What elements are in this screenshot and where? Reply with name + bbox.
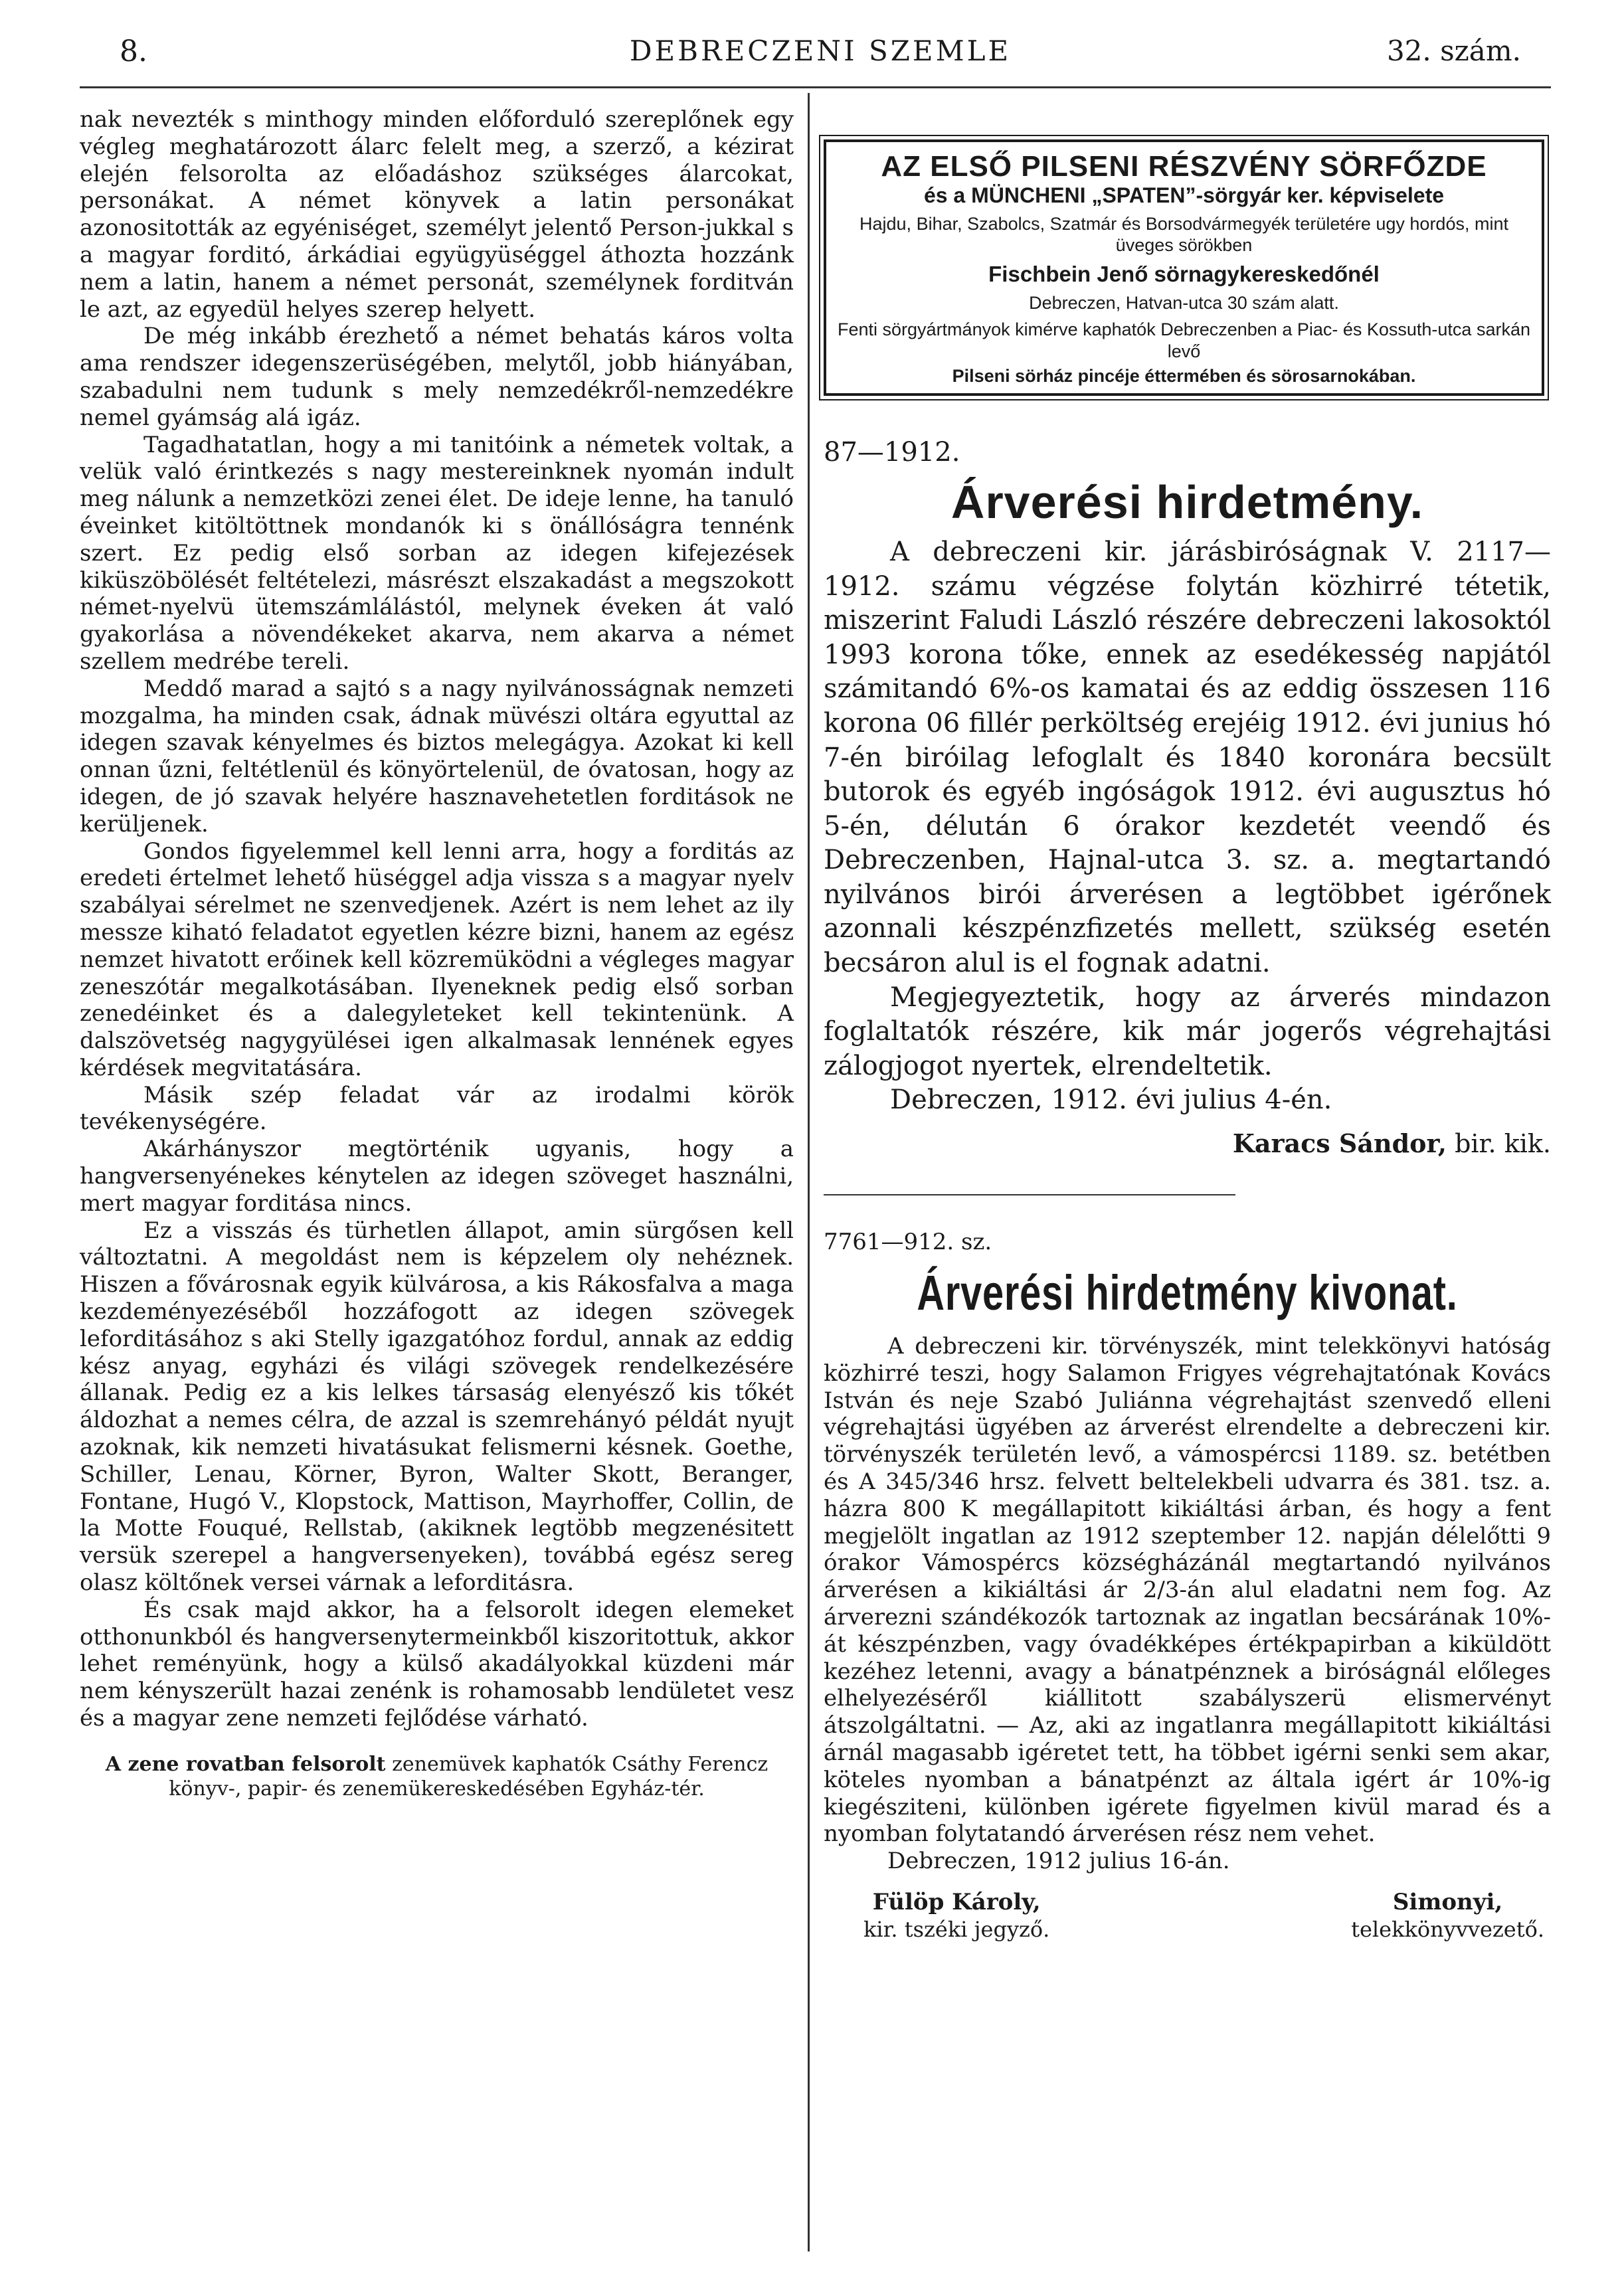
article-paragraph: Tagadhatatlan, hogy a mi tanitóink a németek voltak, a velük való érintkezés s nagy mestereinknek nyomán indult meg nálunk a nemzetközi zenei élet. De ideje lenne, ha tanuló éveinket kitöltöttnek mondanók ki s önállóságra tennénk szert. Ez pedig első sorban az idegen kifejezések kiküszöbölését feltételezi, másrészt elszakadást a megszokott német-nyelvü ütemszámlálástól, melynek éveken át való gyakorlása a növendékeket akarva, nem akarva a német szellem medrébe tereli.	[80, 431, 794, 675]
note-text: zenemüvek kaphatók Csáthy Ferencz könyv-, papir- és zenemükereskedésében Egyház-tér.	[169, 1752, 768, 1801]
beer-advertisement	[824, 139, 1544, 396]
ad-headline: AZ ELSŐ PILSENI RÉSZVÉNY SÖRFŐZDE	[881, 150, 1487, 183]
note-bold-lead: A zene rovatban felsorolt	[105, 1752, 386, 1776]
notice1-title: Árverési hirdetmény.	[950, 476, 1424, 528]
page-number: 8.	[120, 35, 147, 68]
ad-region-text: Hajdu, Bihar, Szabolcs, Szatmár és Borsodvármegyék területére ugy hordós, mint üveges sörökben	[859, 214, 1508, 256]
sig-left-name: Fülöp Károly,	[872, 1888, 1041, 1915]
notice2-date: Debreczen, 1912 julius 16-án.	[887, 1848, 1230, 1875]
article-paragraph: Akárhányszor megtörténik ugyanis, hogy a hangversenyénekes kénytelen az idegen szöveget használni, mert magyar forditása nincs.	[80, 1136, 794, 1217]
article-paragraph: Ez a visszás és türhetlen állapot, amin sürgősen kell változtatni. A megoldást nem is képzelem oly nehéznek. Hiszen a fővárosnak egyik külvárosa, a kis Rákosfalva a maga kezdeményezéséből hozzáfogott az idegen szövegek leforditásához s aki Stelly igazgatóhoz fordul, annak az eddig kész anyag, egyházi és világi szövegek rendelkezésére állanak. Pedig ez a kis lelkes társaság elenyésző kis tőkét áldozhat a nemes célra, de azzal is szemrehányó példát nyujt azoknak, kik nemzeti hivatásukat felismerni késnek. Goethe, Schiller, Lenau, Körner, Byron, Walter Skott, Beranger, Fontane, Hugó V., Klopstock, Mattison, Mayrhoffer, Collin, de la Motte Fouqué, Rellstab, (akiknek legtöbb megzenésitett versük szerepel a hangversenyeken), továbbá egész sereg olasz költőnek versei várnak a leforditásra.	[80, 1217, 794, 1597]
notice1-body	[824, 535, 1551, 1118]
notice2-signature-right	[1351, 1888, 1544, 1943]
article-paragraph: És csak majd akkor, ha a felsorolt idegen elemeket otthonunkból és hangversenytermeinkből kiszoritottuk, akkor lehet reményünk, hogy a külső akadályokkal küzdeni már nem kényszerült hazai zenénk is rohamosabb lendületet vesz és a magyar zene nemzeti fejlődése várható.	[80, 1596, 794, 1732]
notice1-paragraph: A debreczeni kir. járásbiróságnak V. 2117—1912. számu végzése folytán közhirré tétetik, miszerint Faludi László részére debreczeni lakosoktól 1993 korona tőke, ennek az esedékesség napjától számitandó 6%-os kamatai és az eddig összesen 116 korona 06 fillér perköltség erejéig 1912. évi junius hó 7-én biróilag lefoglalt és 1840 koronára becsült butorok és egyéb ingóságok 1912. évi augusztus hó 5-én, délután 6 órakor kezdetét veendő és Debreczenben, Hajnal-utca 3. sz. a. megtartandó nyilvános birói árverésen a legtöbbet igérőnek azonnali készpénzfizetés mellett, szükség esetén becsáron alul is el fognak adatni.	[824, 536, 1551, 979]
sig-right-role: telekkönyvvezető.	[1351, 1917, 1544, 1943]
notice2-number: 7761—912. sz.	[824, 1229, 992, 1256]
ad-subheadline: és a MÜNCHENI „SPATEN”-sörgyár ker. képviselete	[923, 183, 1445, 207]
notice2-title: Árverési hirdetmény kivonat.	[917, 1265, 1458, 1321]
page-header	[120, 35, 1521, 81]
article-paragraph: Másik szép feladat vár az irodalmi körök tevékenységére.	[80, 1081, 794, 1136]
sig-left-role: kir. tszéki jegyző.	[863, 1917, 1050, 1943]
notice2-paragraph: A debreczeni kir. törvényszék, mint telekkönyvi hatóság közhirré teszi, hogy Salamon Frigyes végrehajtatónak Kovács István és neje Szabó Juliánna végrehajtást szenvedő elleni végrehajtási ügyében az árverést elrendelte a debreczeni kir. törvényszék területén levő, a vámospércsi 1189. sz. betétben és A 345/346 hrsz. felvett beltelekbeli udvarra és 381. tsz. a. házra 800 K megállapitott kikiáltási árban, és hogy a fent megjelölt ingatlan az 1912 szeptember 12. napján délelőtti 9 órakor Vámospércs községházánál megtartandó nyilvános árverésen a kikiáltási ár 2/3-án alul eladatni nem fog. Az árverezni szándékozók tartoznak az ingatlan becsárának 10%-át készpénzben, vagy óvadékképes értékpapirban a kiküldött kezéhez letenni, avagy a bánatpénznek a biróságnál előleges elhelyezéséről kiállitott szabályszerü elismervényt átszolgáltatni. — Az, aki az ingatlanra megállapitott kikiáltási árnál magasabb igéretet tett, ha többet igérni senki sem akar, köteles nyomban a bánatpénzt az általa igért ár 10%-ig kiegésziteni, különben igérete figyelmen kivül marad és a nyomban folytatandó árverésen rész nem vehet.	[824, 1333, 1551, 1848]
notice1-signature	[824, 1128, 1551, 1158]
sig-right-name: Simonyi,	[1392, 1888, 1503, 1915]
notice2-signatures	[824, 1888, 1551, 1943]
ad-venue: Pilseni sörház pincéje éttermében és sörosarnokában.	[952, 365, 1416, 386]
ad-merchant-name: Fischbein Jenő sörnagykereskedőnél	[988, 261, 1380, 286]
article-paragraph: Meddő marad a sajtó s a nagy nyilvánosságnak nemzeti mozgalma, ha minden csak, ádnak müvészi oltára egyuttal az idegen szavak kényelmes és biztos melegágya. Azokat ki kell onnan űzni, feltétlenül és könyörtelenül, de óvatosan, hogy az idegen, de jó szavak helyére hasznavehetetlen forditások ne kerüljenek.	[80, 675, 794, 837]
notice1-date: Debreczen, 1912. évi julius 4-én.	[890, 1085, 1332, 1116]
notice2-signature-left	[863, 1888, 1049, 1943]
notice1-signer-name: Karacs Sándor,	[1232, 1128, 1447, 1159]
ad-address: Debreczen, Hatvan-utca 30 szám alatt.	[1029, 292, 1339, 313]
notice1-number: 87—1912.	[824, 436, 960, 468]
article-paragraph: Gondos figyelemmel kell lenni arra, hogy a forditás az eredeti értelmet lehető hüséggel adja vissza s a magyar nyelv szabályai sérelmet ne szenvedjenek. Azért is nem lehet az ily messze kiható feladatot egyetlen kézre bizni, hanem az egész nemzet hivatott erőinek kell közremüködni a végleges magyar zeneszótár megalkotásában. Ilyeneknek pedig első sorban zenedéinket és a dalegyleteket kell tekintenünk. A dalszövetség nagygyülései igen alkalmasak lennének egyes kérdések megvitatására.	[80, 837, 794, 1081]
music-shop-note	[80, 1752, 794, 1802]
issue-number: 32. szám.	[1386, 35, 1521, 67]
notice1-signer-role: bir. kik.	[1455, 1129, 1551, 1159]
column-divider	[808, 93, 810, 2251]
section-divider	[824, 1194, 1235, 1195]
article-paragraph: De még inkább érezhető a német behatás káros volta ama rendszer idegenszerüségében, melytől, jobb hiányában, szabadulni nem tudunk s mely nemzedékről-nemzedékre nemel gyámság alá igáz.	[80, 323, 794, 431]
journal-title: DEBRECZENI SZEMLE	[629, 35, 1012, 67]
ad-availability-text: Fenti sörgyártmányok kimérve kaphatók Debreczenben a Piac- és Kossuth-utca sarkán levő	[838, 319, 1530, 361]
left-column-article	[80, 106, 794, 1802]
notice2-body	[824, 1333, 1551, 1875]
notice1-paragraph: Megjegyeztetik, hogy az árverés mindazon foglaltatók részére, kik már jogerős végrehajtási zálogjogot nyertek, elrendeltetik.	[824, 982, 1551, 1081]
header-rule	[80, 86, 1551, 88]
article-paragraph: nak nevezték s minthogy minden előforduló szereplőnek egy végleg meghatározott álarc felelt meg, a szerző, a kézirat elején felsorolta az előadáshoz szükséges álarcokat, personákat. A német könyvek a latin personákat azonositották az egyéniséget, személyt jelentő Person-jukkal s a magyar forditó, árkádiai együgyüséggel áthozta hozzánk nem a latin, hanem a német personát, személynek forditván le azt, az egyedül helyes szerep helyett.	[80, 106, 794, 323]
right-column	[824, 106, 1551, 1943]
